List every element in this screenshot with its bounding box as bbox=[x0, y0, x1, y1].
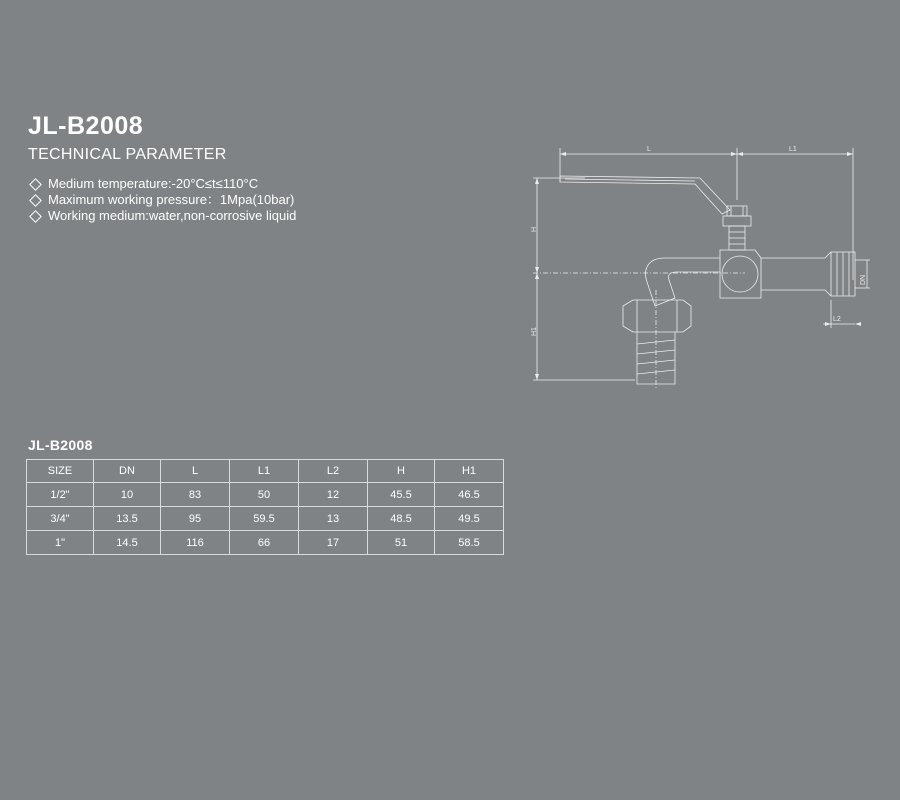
arrow-head bbox=[855, 322, 861, 326]
table-cell: 51 bbox=[368, 531, 435, 555]
table-header-row bbox=[27, 460, 504, 483]
table-cell: 50 bbox=[230, 483, 299, 507]
ball bbox=[722, 256, 758, 292]
column-header: L2 bbox=[299, 460, 368, 483]
dimension-label-h1: H1 bbox=[531, 327, 538, 336]
arrow-head bbox=[560, 152, 566, 156]
table-cell: 1/2" bbox=[27, 483, 94, 507]
arrow-head bbox=[535, 178, 539, 184]
table-row bbox=[27, 483, 504, 507]
table-row bbox=[27, 507, 504, 531]
table-cell: 48.5 bbox=[368, 507, 435, 531]
stem-nut bbox=[727, 206, 747, 216]
valve-body-inlet bbox=[761, 252, 855, 296]
arrow-head bbox=[825, 322, 831, 326]
column-header: SIZE bbox=[27, 460, 94, 483]
table-cell: 13 bbox=[299, 507, 368, 531]
handle-edge bbox=[565, 179, 695, 181]
table-cell: 12 bbox=[299, 483, 368, 507]
table-cell: 66 bbox=[230, 531, 299, 555]
arrow-head bbox=[535, 267, 539, 273]
table-cell: 3/4" bbox=[27, 507, 94, 531]
dimension-label-h: H bbox=[531, 226, 538, 232]
dimension-label-dn: DN bbox=[860, 274, 867, 285]
table-cell: 14.5 bbox=[94, 531, 161, 555]
table-cell: 58.5 bbox=[435, 531, 504, 555]
diamond-bullet-icon bbox=[29, 210, 42, 223]
column-header: H bbox=[368, 460, 435, 483]
table-cell: 10 bbox=[94, 483, 161, 507]
table-cell: 45.5 bbox=[368, 483, 435, 507]
dimension-label-l2: L2 bbox=[833, 316, 841, 323]
spec-item-pressure bbox=[28, 192, 296, 208]
spec-item-medium bbox=[28, 208, 296, 224]
table-cell: 17 bbox=[299, 531, 368, 555]
table-cell: 95 bbox=[161, 507, 230, 531]
table-cell: 83 bbox=[161, 483, 230, 507]
dimension-label-l: L bbox=[647, 146, 651, 153]
spec-text: Maximum working pressure：1Mpa(10bar) bbox=[48, 192, 295, 207]
column-header: H1 bbox=[435, 460, 504, 483]
parameter-table bbox=[26, 459, 504, 555]
table-title: JL-B2008 bbox=[28, 437, 93, 453]
section-title: TECHNICAL PARAMETER bbox=[28, 146, 227, 163]
spec-item-temperature bbox=[28, 176, 296, 192]
spec-text: Medium temperature:-20°C≤t≤110°C bbox=[48, 176, 259, 191]
table-cell: 116 bbox=[161, 531, 230, 555]
table-cell: 46.5 bbox=[435, 483, 504, 507]
stem-washer bbox=[723, 216, 751, 226]
column-header: L1 bbox=[230, 460, 299, 483]
diamond-bullet-icon bbox=[29, 178, 42, 191]
valve-body-center bbox=[720, 250, 761, 298]
spec-list bbox=[28, 176, 296, 224]
diamond-bullet-icon bbox=[29, 194, 42, 207]
dimension-label-l1: L1 bbox=[789, 146, 797, 153]
arrow-head bbox=[731, 152, 737, 156]
arrow-head bbox=[737, 152, 743, 156]
column-header: DN bbox=[94, 460, 161, 483]
spec-text: Working medium:water,non-corrosive liquid bbox=[48, 208, 297, 223]
model-title: JL-B2008 bbox=[28, 112, 144, 140]
column-header: L bbox=[161, 460, 230, 483]
arrow-head bbox=[847, 152, 853, 156]
table-cell: 1" bbox=[27, 531, 94, 555]
table-row bbox=[27, 531, 504, 555]
valve-technical-drawing bbox=[525, 140, 875, 390]
table-cell: 49.5 bbox=[435, 507, 504, 531]
table-cell: 13.5 bbox=[94, 507, 161, 531]
spout-elbow bbox=[646, 258, 720, 306]
table-cell: 59.5 bbox=[230, 507, 299, 531]
valve-handle bbox=[560, 176, 730, 214]
arrow-head bbox=[535, 374, 539, 380]
arrow-head bbox=[535, 273, 539, 279]
